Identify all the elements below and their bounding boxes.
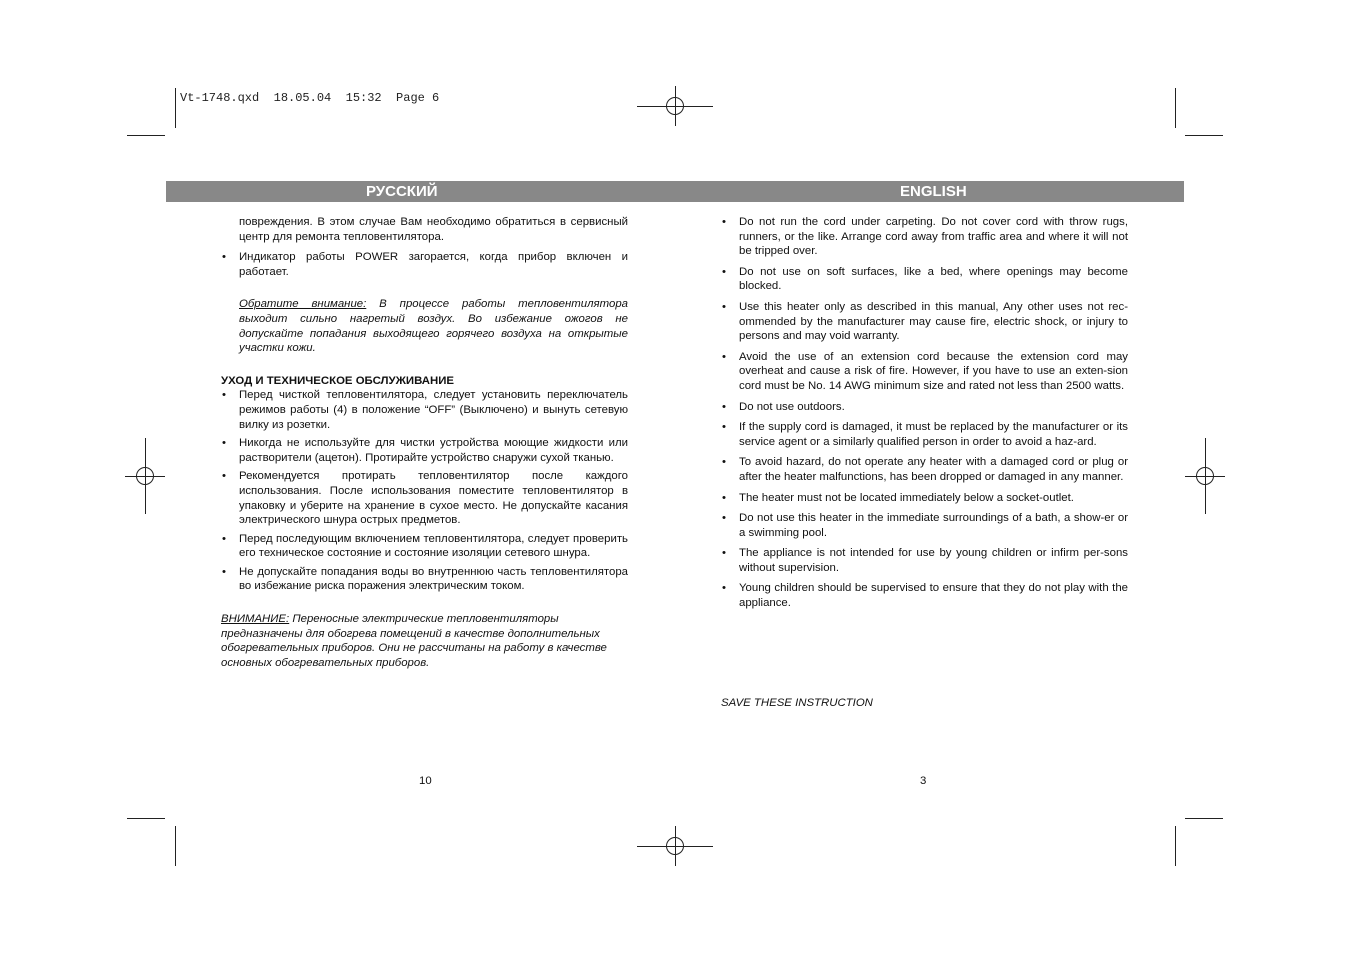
crop-mark bbox=[175, 826, 176, 866]
russian-column bbox=[221, 215, 628, 670]
note-label: Обратите внимание: bbox=[239, 298, 367, 311]
header-english: ENGLISH bbox=[900, 183, 967, 200]
language-header-bar bbox=[166, 181, 1184, 202]
crop-mark bbox=[1185, 135, 1223, 136]
header-russian: РУССКИЙ bbox=[366, 183, 438, 200]
safety-bullet: • If the supply cord is damaged, it must be replaced by the manufacturer or its service agent or a similarly qualified person in order to avoid a haz-ard. bbox=[721, 420, 1128, 449]
safety-bullet: • The heater must not be located immediately below a socket-outlet. bbox=[721, 491, 1128, 506]
crop-mark bbox=[1175, 88, 1176, 128]
save-instructions-note: SAVE THESE INSTRUCTION bbox=[721, 697, 873, 709]
safety-bullet: • Do not use this heater in the immediate surroundings of a bath, a show-er or a swimming pool. bbox=[721, 511, 1128, 540]
safety-bullet: • To avoid hazard, do not operate any heater with a damaged cord or plug or after the heater malfunctions, has been dropped or damaged in any manner. bbox=[721, 455, 1128, 484]
safety-bullet: • Avoid the use of an extension cord because the extension cord may overheat and cause a risk of fire. However, if you have to use an exten-sion cord must be No. 14 AWG minimum size and rated not less than 2500 watts. bbox=[721, 350, 1128, 394]
safety-bullet: • Do not use on soft surfaces, like a bed, where openings may become blocked. bbox=[721, 265, 1128, 294]
crop-mark bbox=[175, 88, 176, 128]
section-title: УХОД И ТЕХНИЧЕСКОЕ ОБСЛУЖИВАНИЕ bbox=[221, 374, 454, 387]
safety-bullet: • Use this heater only as described in this manual, Any other uses not rec-ommended by the manufacturer may cause fire, electric shock, or injury to persons and may void warranty. bbox=[721, 300, 1128, 344]
warning-paragraph bbox=[221, 612, 628, 670]
note-paragraph bbox=[221, 297, 628, 355]
warning-text: Переносные электрические тепловентиляторы предназначены для обогрева помещений в качестве дополнительных обогревательных приборов. Они не рассчитаны на работу в качестве основных обогревательных приборов. bbox=[221, 613, 607, 669]
care-bullet: • Перед последующим включением тепловентилятора, следует проверить его техническое состояние и состояние изоляции сетевого шнура. bbox=[221, 532, 628, 561]
print-slug: Vt-1748.qxd 18.05.04 15:32 Page 6 bbox=[180, 91, 440, 105]
warning-label: ВНИМАНИЕ: bbox=[221, 613, 290, 626]
safety-bullet: • The appliance is not intended for use by young children or infirm per-sons without supervision. bbox=[721, 546, 1128, 575]
crop-mark bbox=[127, 135, 165, 136]
crop-mark bbox=[1185, 818, 1223, 819]
note-text: В процессе работы тепловентилятора выходит сильно нагретый воздух. Во избежание ожогов не допускайте попадания выходящего горячего воздуха на открытые участки кожи. bbox=[239, 298, 628, 355]
english-column bbox=[721, 215, 1128, 611]
care-bullet: • Рекомендуется протирать тепловентилятор после каждого использования. После использования поместите тепловентилятор в упаковку и уберите на хранение в сухое место. Не допускайте касания электрического шнура острых предметов. bbox=[221, 469, 628, 527]
crop-mark bbox=[127, 818, 165, 819]
care-bullet: • Не допускайте попадания воды во внутреннюю часть тепловентилятора во избежание риска поражения электрическим током. bbox=[221, 565, 628, 594]
care-bullet: • Никогда не используйте для чистки устройства моющие жидкости или растворители (ацетон). Протирайте устройство снаружи сухой тканью. bbox=[221, 436, 628, 465]
safety-bullet: • Do not use outdoors. bbox=[721, 400, 1128, 415]
page-number-right: 3 bbox=[920, 775, 927, 787]
safety-bullet: • Do not run the cord under carpeting. Do not cover cord with throw rugs, runners, or the like. Arrange cord away from traffic area and where it will not be tripped over. bbox=[721, 215, 1128, 259]
care-bullet: • Перед чисткой тепловентилятора, следует установить переключатель режимов работы (4) в положение “OFF” (Выключено) и вынуть сетевую вилку из розетки. bbox=[221, 388, 628, 432]
bullet-power-indicator: • Индикатор работы POWER загорается, когда прибор включен и работает. bbox=[221, 250, 628, 279]
safety-bullet: • Young children should be supervised to ensure that they do not play with the appliance. bbox=[721, 581, 1128, 610]
page-number-left: 10 bbox=[419, 775, 432, 787]
continued-paragraph: повреждения. В этом случае Вам необходимо обратиться в сервисный центр для ремонта тепловентилятора. bbox=[239, 216, 628, 243]
crop-mark bbox=[1175, 826, 1176, 866]
